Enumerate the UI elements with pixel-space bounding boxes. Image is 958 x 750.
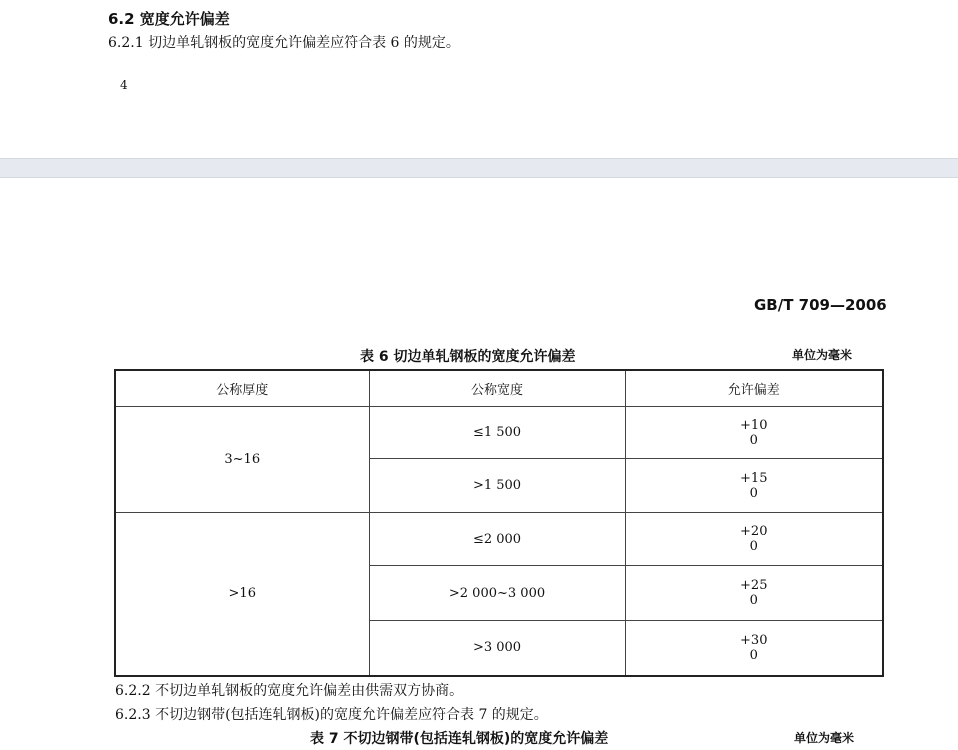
tolerance-upper: +15 — [740, 470, 768, 486]
tolerance-lower: 0 — [749, 539, 758, 554]
table6 — [114, 369, 884, 677]
header-thickness: 公称厚度 — [115, 370, 369, 407]
clause-6-2-3: 6.2.3 不切边钢带(包括连轧钢板)的宽度允许偏差应符合表 7 的规定。 — [115, 707, 548, 723]
width-cell: >2 000~3 000 — [369, 566, 625, 621]
tolerance-cell — [625, 566, 883, 621]
tolerance-lower: 0 — [749, 593, 758, 608]
thickness-cell: 3~16 — [115, 407, 369, 513]
table6-unit: 单位为毫米 — [792, 348, 853, 362]
section-heading-6-2: 6.2 宽度允许偏差 — [108, 10, 230, 28]
table6-caption: 表 6 切边单轧钢板的宽度允许偏差 — [360, 349, 576, 365]
tolerance-lower: 0 — [749, 647, 758, 663]
header-tolerance: 允许偏差 — [625, 370, 883, 407]
thickness-cell: >16 — [115, 513, 369, 676]
width-cell: ≤2 000 — [369, 513, 625, 566]
table7-unit: 单位为毫米 — [794, 731, 855, 745]
page-number: 4 — [120, 78, 128, 92]
tolerance-cell — [625, 407, 883, 459]
tolerance-upper: +25 — [740, 578, 768, 593]
page-separator — [0, 158, 958, 178]
width-cell: >3 000 — [369, 621, 625, 676]
tolerance-lower: 0 — [749, 432, 758, 448]
table7-caption: 表 7 不切边钢带(包括连轧钢板)的宽度允许偏差 — [310, 731, 609, 747]
width-cell: >1 500 — [369, 459, 625, 513]
header-width: 公称宽度 — [369, 370, 625, 407]
tolerance-cell — [625, 621, 883, 676]
standard-code: GB/T 709—2006 — [754, 296, 887, 314]
tolerance-upper: +10 — [740, 417, 768, 433]
tolerance-cell — [625, 513, 883, 566]
clause-6-2-1: 6.2.1 切边单轧钢板的宽度允许偏差应符合表 6 的规定。 — [108, 35, 460, 51]
tolerance-upper: +20 — [740, 524, 768, 539]
clause-6-2-2: 6.2.2 不切边单轧钢板的宽度允许偏差由供需双方协商。 — [115, 683, 464, 699]
width-cell: ≤1 500 — [369, 407, 625, 459]
tolerance-lower: 0 — [749, 485, 758, 501]
tolerance-cell — [625, 459, 883, 513]
tolerance-upper: +30 — [740, 632, 768, 648]
